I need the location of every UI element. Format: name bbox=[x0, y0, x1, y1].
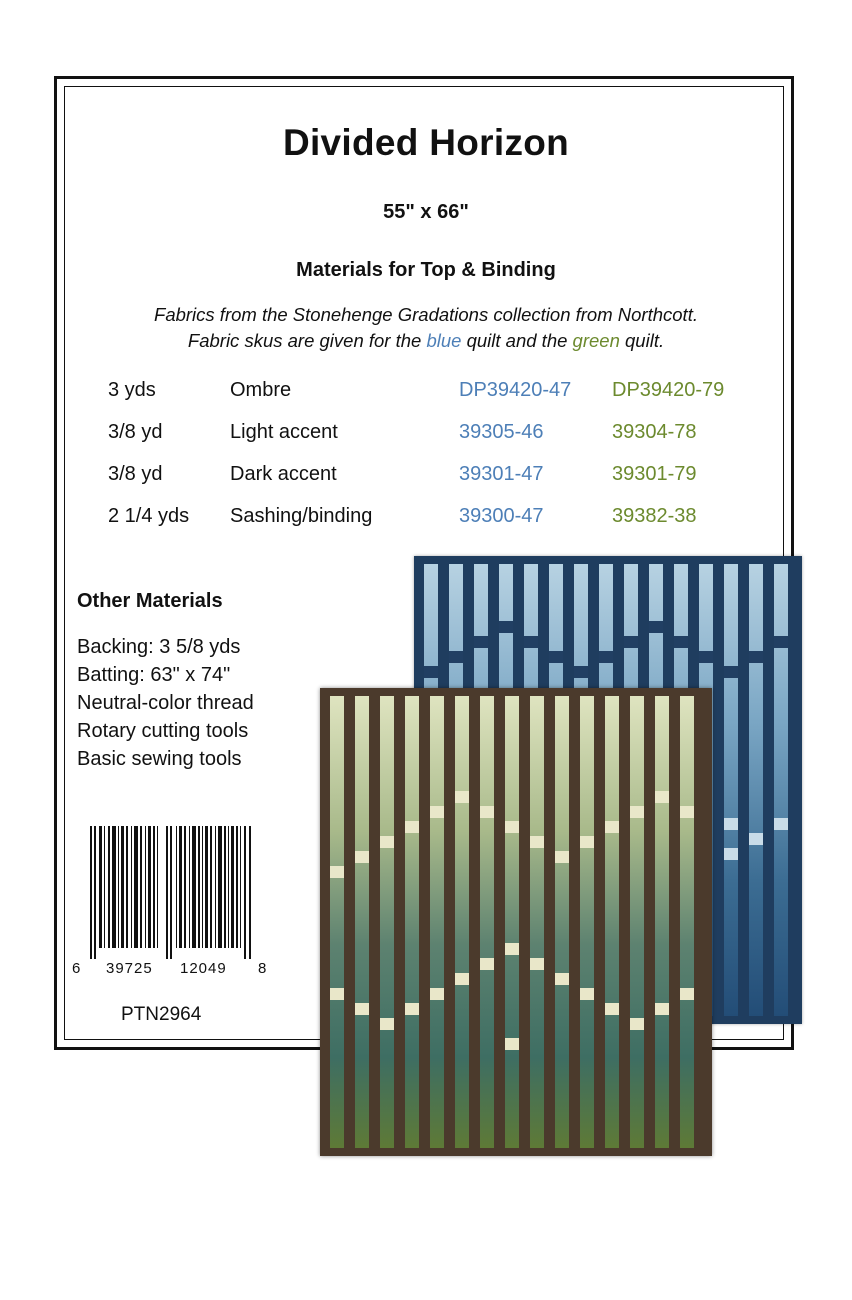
material-qty: 3 yds bbox=[108, 379, 156, 401]
barcode-digits-left: 39725 bbox=[106, 960, 153, 977]
other-materials-list bbox=[77, 633, 254, 773]
blue-sku: DP39420-47 bbox=[459, 379, 572, 401]
material-qty: 3/8 yd bbox=[108, 421, 163, 443]
other-material-item: Rotary cutting tools bbox=[77, 720, 249, 742]
pattern-number: PTN2964 bbox=[121, 1004, 202, 1025]
barcode-digit: 6 bbox=[72, 960, 82, 977]
material-name: Ombre bbox=[230, 379, 292, 401]
other-materials-heading: Other Materials bbox=[77, 590, 223, 612]
material-row bbox=[0, 505, 852, 531]
blue-sku: 39300-47 bbox=[459, 505, 544, 527]
green-sku: DP39420-79 bbox=[612, 379, 725, 401]
material-row bbox=[0, 463, 852, 489]
other-material-item: Backing: 3 5/8 yds bbox=[77, 636, 241, 658]
other-material-item: Batting: 63" x 74" bbox=[77, 664, 231, 686]
intro-line-1: Fabrics from the Stonehenge Gradations collection from Northcott. bbox=[154, 304, 698, 325]
material-name: Dark accent bbox=[230, 463, 337, 485]
material-row bbox=[0, 379, 852, 405]
green-sku: 39301-79 bbox=[612, 463, 697, 485]
material-row bbox=[0, 421, 852, 447]
blue-sku: 39305-46 bbox=[459, 421, 544, 443]
material-qty: 2 1/4 yds bbox=[108, 505, 190, 527]
pattern-title: Divided Horizon bbox=[282, 122, 570, 163]
material-name: Sashing/binding bbox=[230, 505, 373, 527]
barcode-digit: 8 bbox=[258, 960, 268, 977]
barcode-digits-right: 12049 bbox=[180, 960, 227, 977]
blue-sku: 39301-47 bbox=[459, 463, 544, 485]
barcode-image bbox=[90, 826, 252, 959]
material-qty: 3/8 yd bbox=[108, 463, 163, 485]
green-sku: 39304-78 bbox=[612, 421, 697, 443]
quilt-size: 55" x 66" bbox=[383, 201, 469, 223]
green-word: green bbox=[572, 330, 620, 351]
other-material-item: Neutral-color thread bbox=[77, 692, 254, 714]
blue-word: blue bbox=[426, 330, 462, 351]
green-quilt-image bbox=[320, 688, 712, 1156]
other-material-item: Basic sewing tools bbox=[77, 748, 242, 770]
material-name: Light accent bbox=[230, 421, 338, 443]
green-sku: 39382-38 bbox=[612, 505, 697, 527]
materials-heading: Materials for Top & Binding bbox=[296, 259, 556, 281]
intro-line-2: Fabric skus are given for the blue quilt and the green quilt. bbox=[187, 330, 665, 351]
